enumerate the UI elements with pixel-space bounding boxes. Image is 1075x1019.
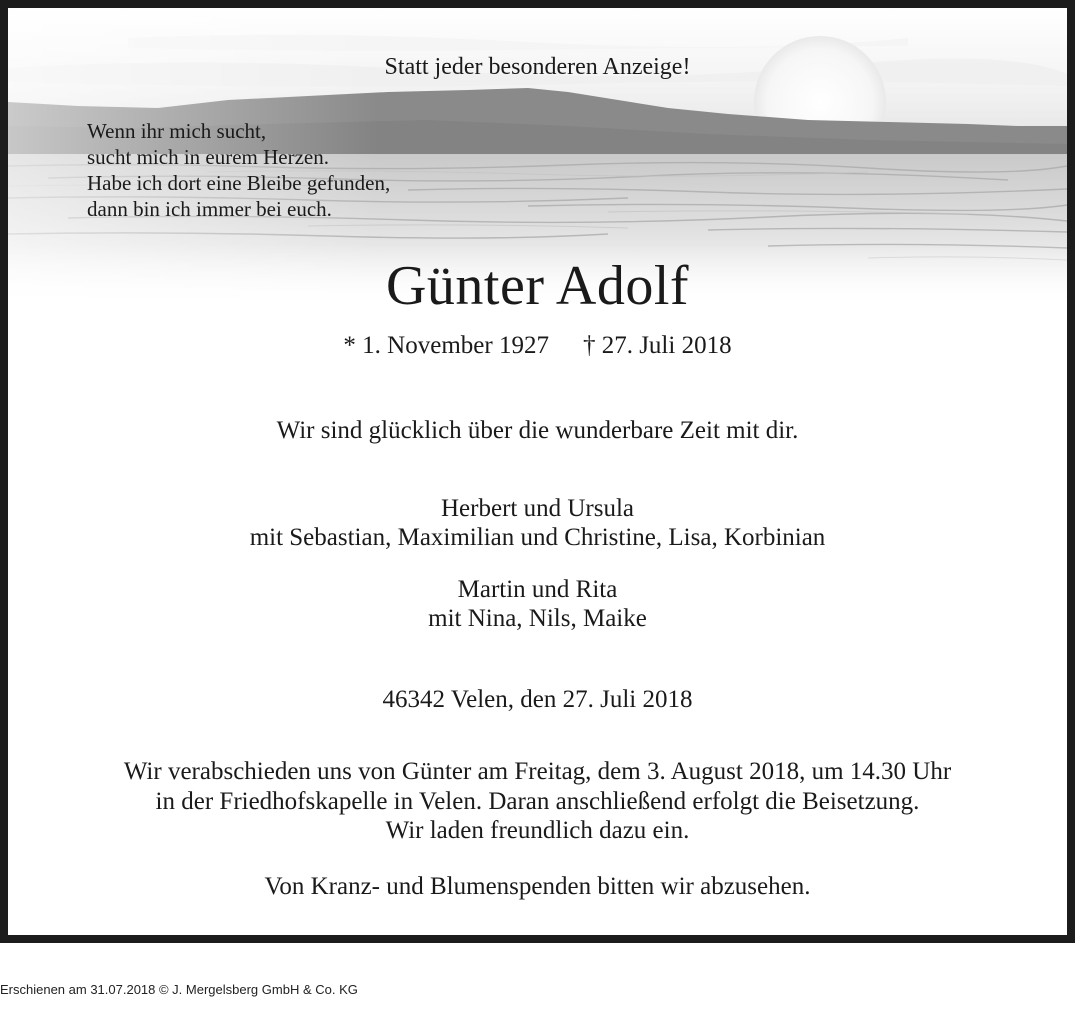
poem-line: dann bin ich immer bei euch. (87, 197, 332, 221)
family-names: Martin und Rita (457, 576, 618, 603)
poem-line: Wenn ihr mich sucht, (87, 119, 267, 143)
headline: Statt jeder besonderen Anzeige! (384, 54, 691, 80)
poem (87, 118, 390, 222)
family-children: mit Sebastian, Maximilian und Christine, Lisa, Korbinian (249, 524, 826, 551)
family-names: Herbert und Ursula (441, 495, 634, 522)
birth-date: * 1. November 1927 (343, 332, 549, 359)
death-date: † 27. Juli 2018 (582, 332, 732, 359)
place-date: 46342 Velen, den 27. Juli 2018 (382, 686, 693, 713)
poem-line: Habe ich dort eine Bleibe gefunden, (87, 171, 391, 195)
publication-credit: Erschienen am 31.07.2018 © J. Mergelsberg GmbH & Co. KG (0, 982, 358, 997)
ceremony-line: Wir laden freundlich dazu ein. (385, 817, 690, 844)
life-dates (8, 330, 1067, 362)
deceased-name: Günter Adolf (385, 255, 690, 317)
tribute-text: Wir sind glücklich über die wunderbare Zeit mit dir. (276, 417, 799, 444)
ceremony-line: Wir verabschieden uns von Günter am Freitag, dem 3. August 2018, um 14.30 Uhr (123, 758, 952, 785)
poem-line: sucht mich in eurem Herzen. (87, 145, 329, 169)
ceremony-line: in der Friedhofskapelle in Velen. Daran anschließend erfolgt die Beisetzung. (155, 788, 920, 815)
family-children: mit Nina, Nils, Maike (428, 605, 647, 632)
closing-request: Von Kranz- und Blumenspenden bitten wir abzusehen. (264, 873, 811, 900)
